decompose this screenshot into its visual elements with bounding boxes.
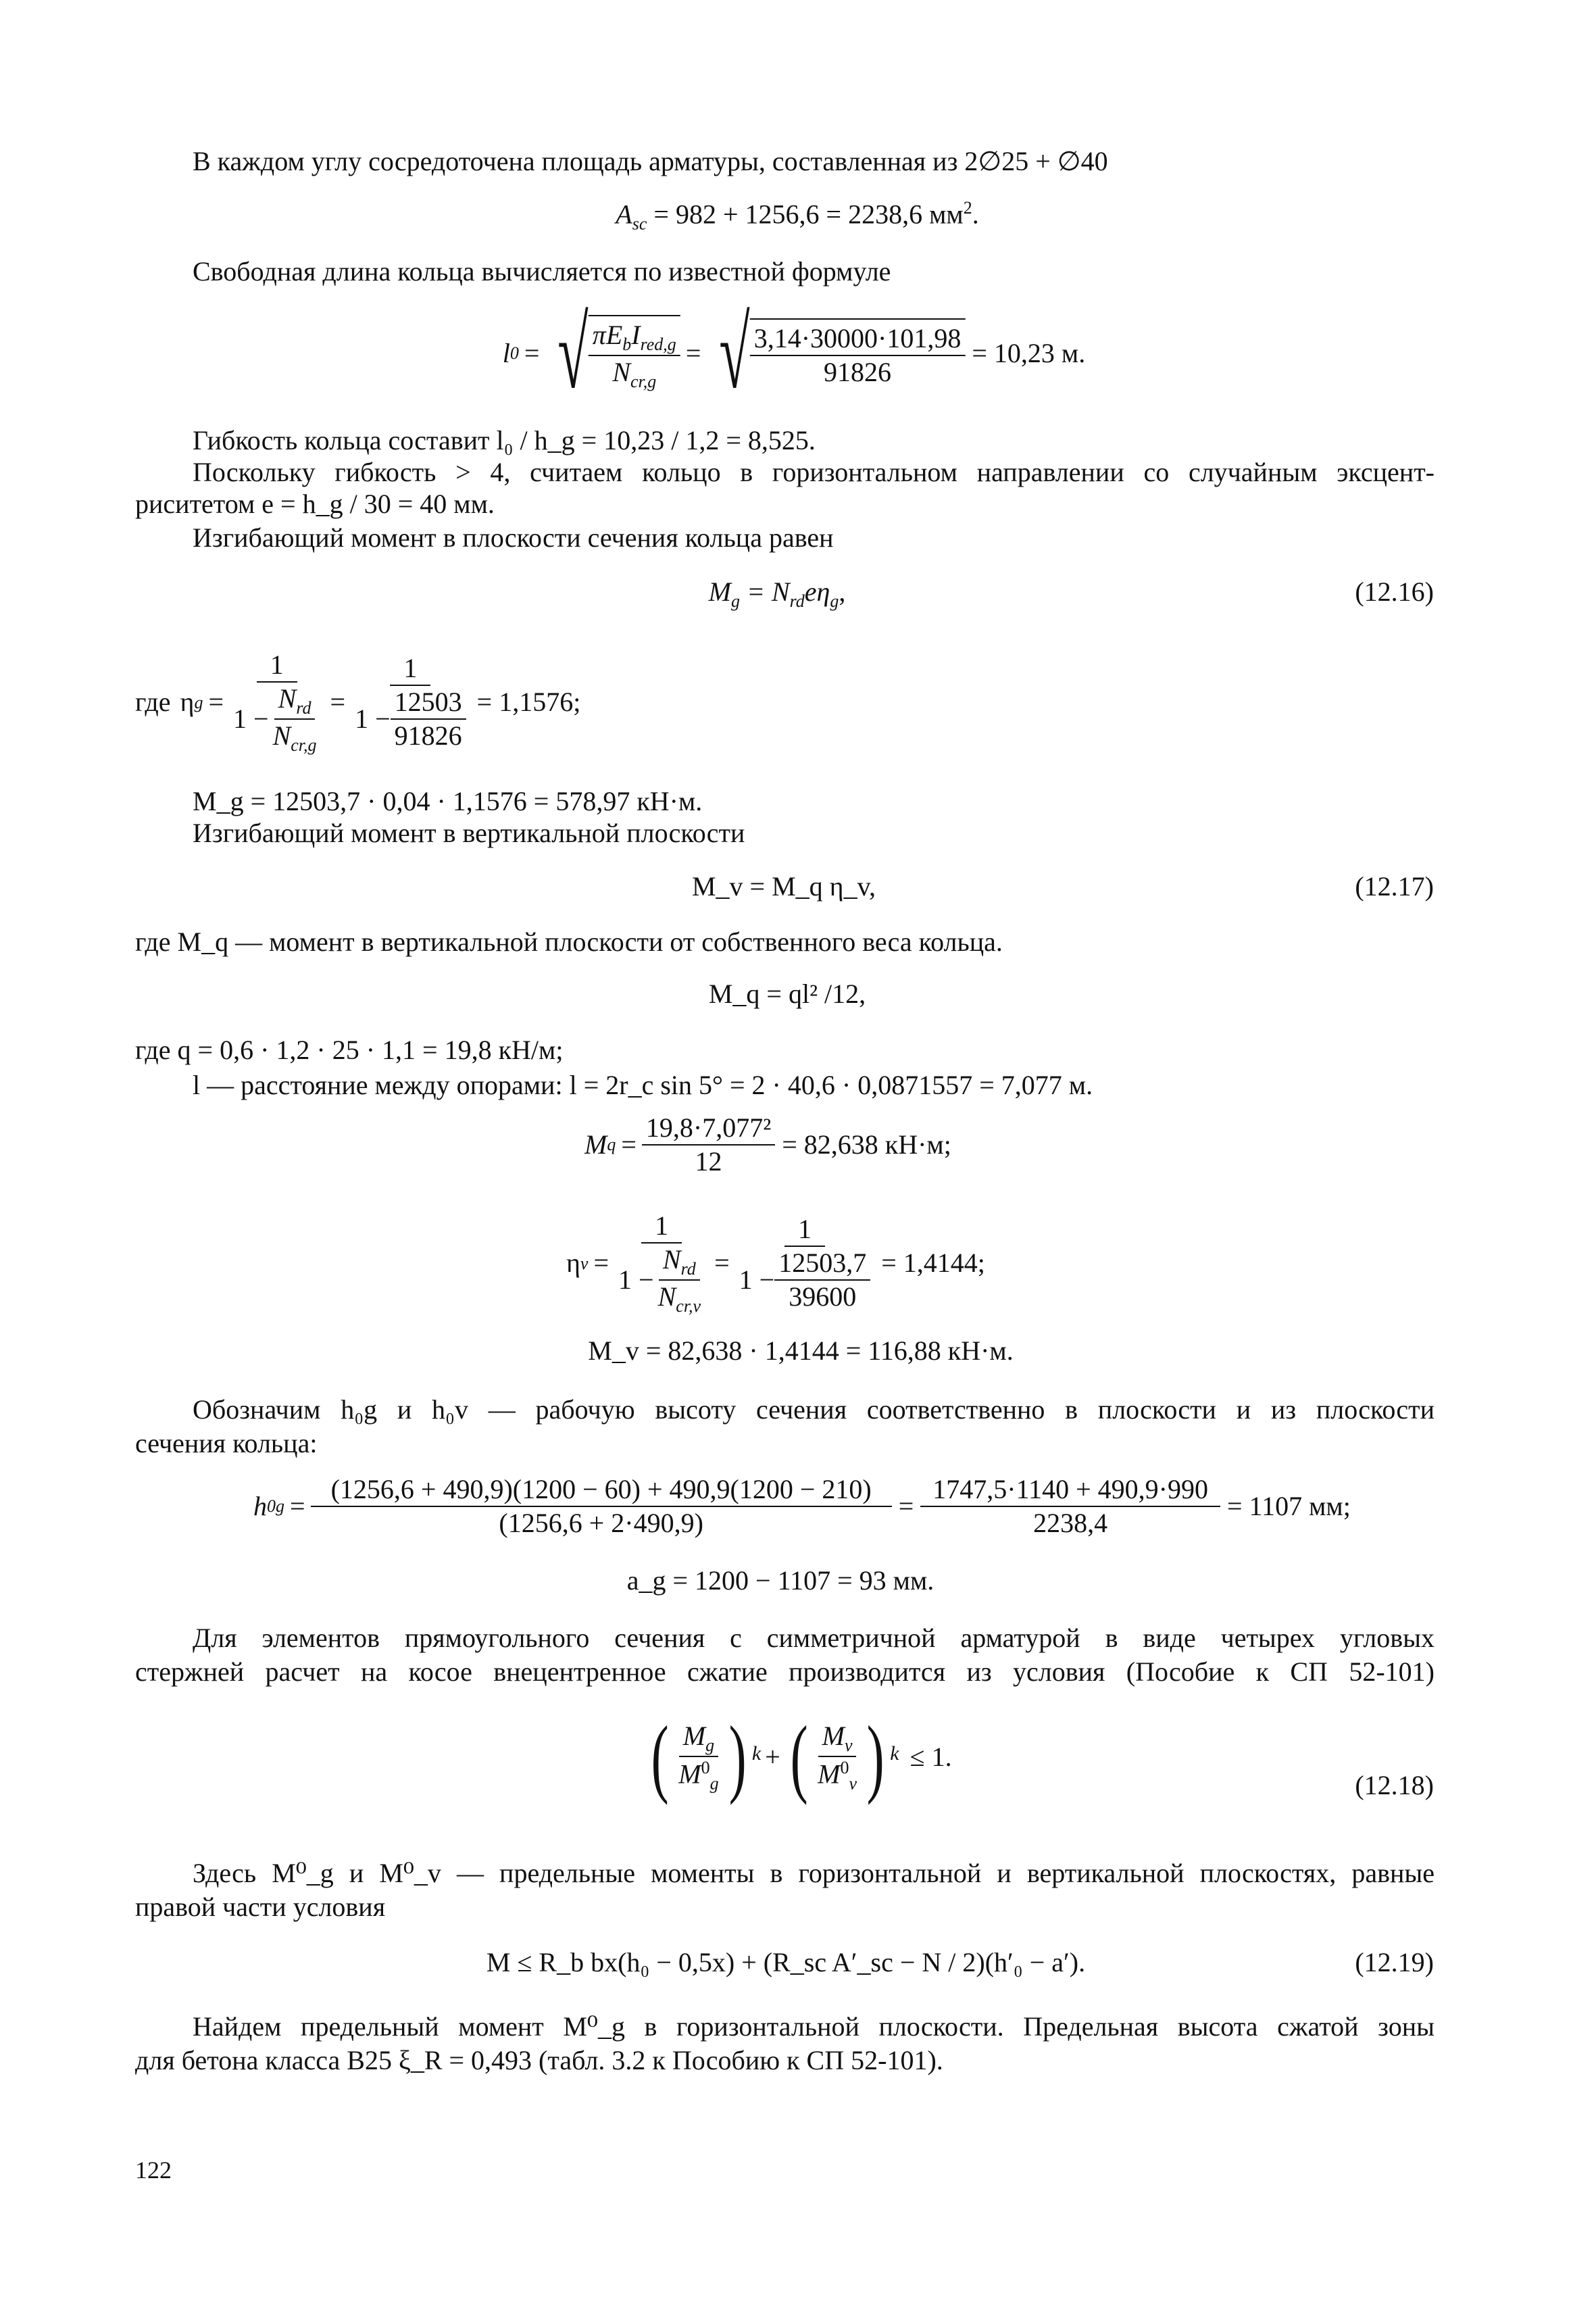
formula-text: N — [662, 1244, 681, 1275]
formula-result: ≤ 1. — [909, 1742, 952, 1772]
numerator: 1747,5·1140 + 490,9·990 — [920, 1473, 1220, 1507]
denominator — [814, 1757, 861, 1794]
denominator: 91826 — [824, 357, 892, 387]
formula-text: M — [682, 1721, 706, 1752]
text-line: сечения кольца: — [135, 1428, 318, 1458]
equals-sign: = — [898, 1491, 914, 1521]
formula-text: где — [135, 687, 171, 718]
equals-sign: = — [330, 687, 346, 718]
exponent: k — [890, 1742, 899, 1765]
formula-text: 1 − — [355, 704, 391, 735]
exponent: k — [751, 1742, 762, 1765]
formula-symbol: η — [566, 1248, 580, 1279]
formula-subscript: g — [830, 591, 839, 612]
plus-sign: + — [765, 1742, 780, 1772]
equation-number: (12.18) — [1355, 1770, 1434, 1800]
radical-sign: √ — [557, 297, 589, 410]
fraction — [750, 322, 966, 389]
formula-symbol: l — [502, 338, 510, 368]
denominator — [735, 1247, 875, 1313]
numerator — [589, 319, 680, 356]
equals-sign: = — [621, 1129, 637, 1160]
denominator — [654, 1281, 705, 1316]
formula-limit-moment: M ≤ R_b bx(h₀ − 0,5x) + (R_sc A′_sc − N / 2)(h′₀ − a′). — [486, 1947, 1086, 1977]
denominator — [229, 683, 325, 756]
text-line: Поскольку гибкость > 4, считаем кольцо в горизонтальном направлении со случайным эксцент- — [193, 457, 1435, 487]
formula-text: πE — [592, 319, 623, 350]
radical-sign: √ — [718, 297, 750, 410]
formula-text: N — [278, 683, 297, 714]
formula-eta-v — [566, 1210, 985, 1317]
formula-subscript: g — [709, 1773, 719, 1794]
equals-sign: = — [593, 1248, 609, 1279]
numerator: (1256,6 + 490,9)(1200 − 60) + 490,9(1200 − 210) — [311, 1473, 892, 1507]
radicand — [589, 315, 680, 393]
radicand — [750, 318, 966, 389]
sqrt-expression — [706, 297, 965, 410]
text-line: где q = 0,6 · 1,2 · 25 · 1,1 = 19,8 кН/м; — [135, 1035, 564, 1065]
formula-result: = 1,4144; — [881, 1248, 985, 1279]
text-line: Изгибающий момент в плоскости сечения кольца равен — [193, 522, 834, 553]
formula-subscript: v — [580, 1253, 589, 1273]
fraction — [311, 1473, 892, 1540]
fraction — [735, 1213, 875, 1313]
text-line: где M_q — момент в вертикальной плоскости от собственного веса кольца. — [135, 927, 1003, 957]
equation-number: (12.16) — [1355, 576, 1434, 607]
formula-subscript: cr,g — [630, 372, 657, 392]
equals-sign: = — [290, 1491, 305, 1521]
formula-subscript: g — [705, 1736, 715, 1756]
page-number: 122 — [135, 2157, 172, 2184]
text-line: l — расстояние между опорами: l = 2r_c sin 5° = 2 · 40,6 · 0,0871557 = 7,077 м. — [193, 1070, 1093, 1100]
formula-result: = 82,638 кН·м; — [782, 1129, 951, 1160]
formula-text: 1 − — [618, 1264, 654, 1296]
formula-text: M — [678, 1758, 701, 1790]
formula-symbol: M — [708, 576, 731, 607]
formula-subscript: q — [607, 1135, 616, 1155]
formula-subscript: g — [194, 692, 203, 712]
text-line: Здесь M⁰_g и M⁰_v — предельные моменты в горизонтальной и вертикальной плоскостях, равные — [193, 1858, 1435, 1888]
denominator — [269, 720, 321, 756]
formula-text: 1 − — [233, 704, 269, 735]
denominator: 39600 — [789, 1281, 857, 1312]
formula-mv: M_v = M_q η_v, — [691, 871, 876, 902]
numerator — [818, 1720, 857, 1757]
equals-sign: = — [714, 1248, 730, 1279]
formula-subscript: rd — [789, 591, 805, 612]
formula-mv-value: M_v = 82,638 · 1,4144 = 116,88 кН·м. — [588, 1335, 1014, 1366]
text-line: Для элементов прямоугольного сечения с симметричной арматурой в виде четырех угловых — [193, 1623, 1435, 1653]
denominator — [614, 1244, 709, 1317]
formula-symbol: M — [584, 1129, 607, 1160]
formula-symbol: A — [616, 199, 632, 230]
fraction — [642, 1112, 775, 1178]
equals-sign: = — [524, 338, 540, 368]
formula-text: , — [839, 576, 846, 607]
formula-subscript: v — [844, 1736, 853, 1756]
text-line: Обозначим h₀g и h₀v — рабочую высоту сечения соответственно в плоскости и из плоскости — [193, 1394, 1435, 1425]
formula-ag: a_g = 1200 − 1107 = 93 мм. — [626, 1565, 934, 1596]
formula-text: N — [612, 357, 630, 387]
numerator: 19,8·7,077² — [642, 1112, 775, 1146]
formula-superscript: 0 — [701, 1758, 710, 1778]
text-line: M_g = 12503,7 · 0,04 · 1,1576 = 578,97 кН·м. — [193, 786, 703, 816]
denominator — [351, 686, 470, 752]
fraction — [654, 1244, 705, 1317]
formula-text: eη — [804, 576, 830, 607]
numerator: 12503 — [391, 686, 466, 720]
text-line: Изгибающий момент в вертикальной плоскости — [193, 818, 745, 848]
text-line: риситетом e = h_g / 30 = 40 мм. — [135, 489, 495, 519]
text-line: для бетона класса В25 ξ_R = 0,493 (табл. 3.2 к Пособию к СП 52-101). — [135, 2045, 943, 2075]
formula-text: = N — [739, 576, 790, 607]
numerator: 1 — [641, 1210, 682, 1244]
formula-eta-g — [135, 649, 580, 756]
fraction — [391, 686, 466, 752]
text-line: правой части условия — [135, 1892, 386, 1922]
formula-free-length — [502, 297, 1086, 410]
numerator: 3,14·30000·101,98 — [750, 322, 966, 356]
numerator: 1 — [784, 1213, 825, 1247]
numerator: 1 — [390, 652, 430, 686]
formula-result: = 10,23 м. — [972, 338, 1086, 368]
formula-h0g — [253, 1473, 1351, 1540]
formula-subscript: rd — [680, 1259, 696, 1279]
formula-text: . — [972, 199, 979, 230]
denominator: (1256,6 + 2·490,9) — [499, 1508, 703, 1538]
formula-text: M — [822, 1721, 845, 1752]
fraction — [814, 1720, 861, 1794]
formula-text: 1 − — [739, 1264, 775, 1296]
formula-asc — [616, 197, 978, 235]
equation-number: (12.17) — [1355, 871, 1434, 902]
formula-subscript: cr,g — [291, 735, 317, 756]
fraction — [351, 652, 470, 752]
denominator: 2238,4 — [1033, 1508, 1108, 1538]
text-line: стержней расчет на косое внецентренное сжатие производится из условия (Пособие к СП 52-101) — [135, 1656, 1435, 1687]
fraction — [229, 649, 325, 756]
formula-subscript: rd — [296, 698, 311, 718]
right-paren: ) — [728, 1708, 747, 1806]
left-paren: ( — [651, 1708, 669, 1806]
fraction — [269, 683, 321, 756]
fraction — [589, 319, 680, 393]
formula-text: N — [657, 1281, 676, 1312]
formula-subscript: red,g — [640, 334, 676, 354]
numerator: 12503,7 — [774, 1247, 870, 1281]
formula-superscript: 2 — [963, 198, 972, 218]
text-line: Гибкость кольца составит l₀ / h_g = 10,23 / 1,2 = 8,525. — [193, 425, 816, 456]
formula-text: I — [631, 319, 641, 350]
formula-subscript: v — [849, 1773, 857, 1794]
fraction — [920, 1473, 1220, 1540]
denominator: 12 — [695, 1146, 722, 1177]
fraction — [774, 1247, 870, 1313]
equation-number: (12.19) — [1355, 1947, 1434, 1977]
formula-symbol: h — [253, 1491, 267, 1521]
numerator — [679, 1720, 718, 1757]
formula-mq: M_q = ql² /12, — [708, 979, 866, 1009]
denominator — [674, 1757, 722, 1794]
formula-text: N — [272, 720, 291, 752]
formula-subscript: g — [730, 591, 740, 612]
formula-superscript: 0 — [840, 1758, 849, 1778]
text-line: Свободная длина кольца вычисляется по известной формуле — [193, 256, 891, 287]
formula-subscript: 0 — [509, 343, 519, 364]
numerator: 1 — [257, 649, 297, 683]
formula-biaxial-condition — [645, 1708, 952, 1806]
formula-text: M — [818, 1758, 841, 1790]
formula-symbol: η — [180, 687, 195, 718]
denominator: 91826 — [394, 720, 462, 752]
formula-result: = 1107 мм; — [1227, 1491, 1351, 1521]
numerator — [659, 1244, 700, 1281]
formula-mg — [709, 576, 846, 612]
denominator — [608, 356, 660, 392]
fraction — [614, 1210, 709, 1317]
equals-sign: = — [208, 687, 224, 718]
sqrt-expression — [545, 297, 680, 410]
formula-text: = 982 + 1256,6 = 2238,6 мм — [647, 199, 964, 230]
formula-mq-value — [584, 1112, 951, 1178]
left-paren: ( — [790, 1708, 808, 1806]
formula-subscript: 0g — [267, 1496, 284, 1517]
fraction — [674, 1720, 722, 1794]
formula-subscript: b — [622, 334, 632, 354]
formula-result: = 1,1576; — [476, 687, 581, 718]
numerator — [274, 683, 316, 720]
right-paren: ) — [866, 1708, 884, 1806]
text-line: В каждом углу сосредоточена площадь арматуры, составленная из 2∅25 + ∅40 — [193, 146, 1108, 176]
formula-subscript: sc — [632, 214, 647, 234]
equals-sign: = — [685, 338, 701, 368]
formula-subscript: cr,v — [676, 1296, 701, 1316]
text-line: Найдем предельный момент M⁰_g в горизонтальной плоскости. Предельная высота сжатой зоны — [193, 2011, 1435, 2042]
